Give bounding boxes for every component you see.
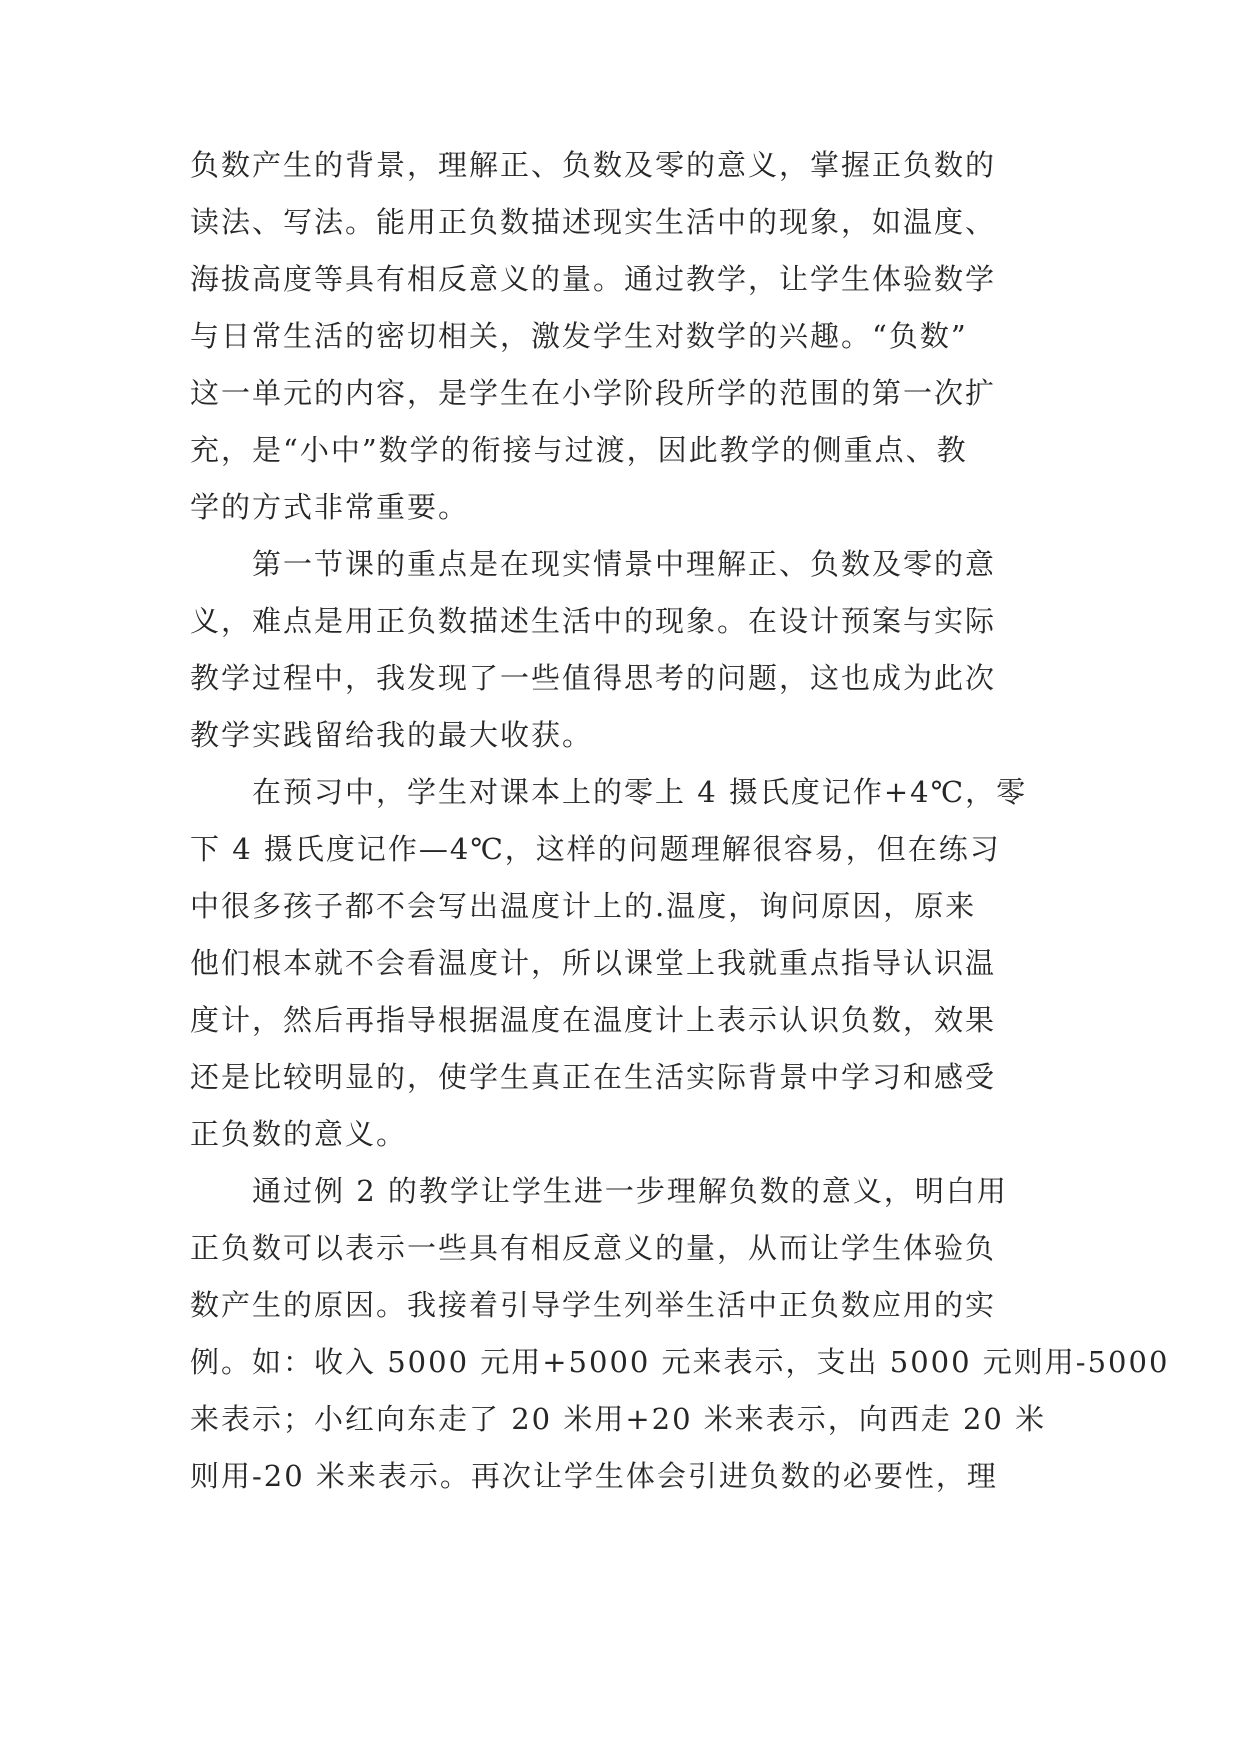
text-line: 中很多孩子都不会写出温度计上的.温度，询问原因，原来 xyxy=(190,889,977,923)
text-line: 教学过程中，我发现了一些值得思考的问题，这也成为此次 xyxy=(190,661,997,695)
text-line: 这一单元的内容，是学生在小学阶段所学的范围的第一次扩 xyxy=(190,376,997,410)
text-line: 正负数的意义。 xyxy=(190,1117,408,1151)
paragraph-first-line: 通过例 2 的教学让学生进一步理解负数的意义，明白用 xyxy=(252,1174,1008,1208)
text-line: 负数产生的背景，理解正、负数及零的意义，掌握正负数的 xyxy=(190,148,997,182)
text-line: 正负数可以表示一些具有相反意义的量，从而让学生体验负 xyxy=(190,1231,997,1265)
paragraph-first-line: 第一节课的重点是在现实情景中理解正、负数及零的意 xyxy=(252,547,997,581)
text-line: 教学实践留给我的最大收获。 xyxy=(190,718,594,752)
text-line: 他们根本就不会看温度计，所以课堂上我就重点指导认识温 xyxy=(190,946,997,980)
text-line: 来表示；小红向东走了 20 米用+20 米来表示，向西走 20 米 xyxy=(190,1402,1047,1436)
text-line: 读法、写法。能用正负数描述现实生活中的现象，如温度、 xyxy=(190,205,997,239)
text-line: 则用-20 米来表示。再次让学生体会引进负数的必要性，理 xyxy=(190,1459,998,1493)
paragraph-first-line: 在预习中，学生对课本上的零上 4 摄氏度记作+4℃，零 xyxy=(252,775,1028,809)
text-line: 与日常生活的密切相关，激发学生对数学的兴趣。“负数” xyxy=(190,319,968,353)
text-line: 学的方式非常重要。 xyxy=(190,490,470,524)
text-line: 数产生的原因。我接着引导学生列举生活中正负数应用的实 xyxy=(190,1288,997,1322)
text-line: 下 4 摄氏度记作—4℃，这样的问题理解很容易，但在练习 xyxy=(190,832,1001,866)
text-line: 还是比较明显的，使学生真正在生活实际背景中学习和感受 xyxy=(190,1060,997,1094)
text-line: 例。如：收入 5000 元用+5000 元来表示，支出 5000 元则用-5000 xyxy=(190,1345,1170,1379)
text-line: 海拔高度等具有相反意义的量。通过教学，让学生体验数学 xyxy=(190,262,997,296)
text-line: 义，难点是用正负数描述生活中的现象。在设计预案与实际 xyxy=(190,604,997,638)
text-line: 充，是“小中”数学的衔接与过渡，因此教学的侧重点、教 xyxy=(190,433,968,467)
text-line: 度计，然后再指导根据温度在温度计上表示认识负数，效果 xyxy=(190,1003,997,1037)
